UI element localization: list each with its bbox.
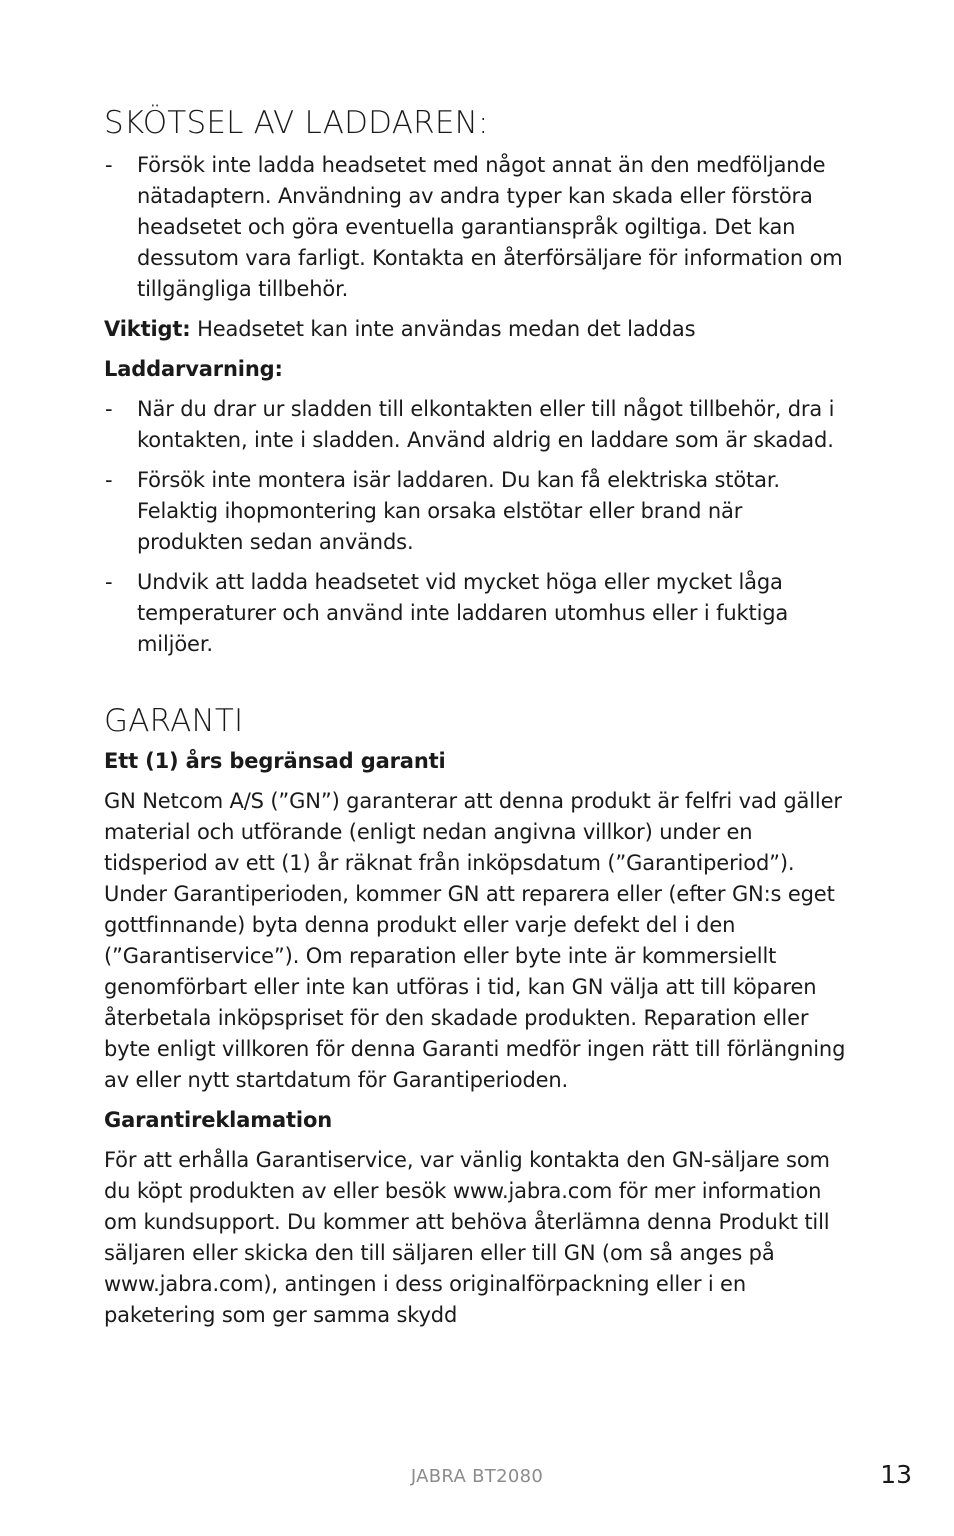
- important-label: Viktigt:: [104, 317, 191, 341]
- warranty-claim-paragraph: För att erhålla Garantiservice, var vänlig kontakta den GN-säljare som du köpt produkten av eller besök www.jabra.com för mer information om kundsupport. Du kommer att behöva återlämna denna Produkt till säljaren eller skicka den till säljaren eller till GN (om så anges på www.jabra.com), antingen i dess originalförpackning eller i en paketering som ger samma skydd: [104, 1148, 830, 1327]
- manual-page: [104, 104, 854, 1340]
- dash-bullet: -: [105, 570, 113, 594]
- list-item: [104, 394, 854, 456]
- section-heading-charger-care: SKÖTSEL AV LADDAREN:: [104, 105, 489, 141]
- list-item: [104, 465, 854, 558]
- list-item-text: Försök inte montera isär laddaren. Du kan få elektriska stötar. Felaktig ihopmontering kan orsaka elstötar eller brand när produkten sedan används.: [137, 468, 780, 554]
- warranty-subtitle: Ett (1) års begränsad garanti: [104, 749, 446, 773]
- warranty-claim-heading: Garantireklamation: [104, 1108, 333, 1132]
- list-item-text: Undvik att ladda headsetet vid mycket höga eller mycket låga temperaturer och använd inte laddaren utomhus eller i fuktiga miljöer.: [137, 570, 789, 656]
- dash-bullet: -: [105, 468, 113, 492]
- list-item-text: Försök inte ladda headsetet med något annat än den medföljande nätadaptern. Användning av andra typer kan skada eller förstöra headsetet och göra eventuella garantianspråk ogiltiga. Det kan dessutom vara farligt. Kontakta en återförsäljare för information om tillgängliga tillbehör.: [137, 153, 843, 301]
- warranty-paragraph: GN Netcom A/S (”GN”) garanterar att denna produkt är felfri vad gäller material och utförande (enligt nedan angivna villkor) under en tidsperiod av ett (1) år räknat från inköpsdatum (”Garantiperiod”). Under Garantiperioden, kommer GN att reparera eller (efter GN:s eget gottfinnande) byta denna produkt eller varje defekt del i den (”Garantiservice”). Om reparation eller byte inte är kommersiellt genomförbart eller inte kan utföras i tid, kan GN välja att till köparen återbetala inköpspriset för den skadade produkten. Reparation eller byte enligt villkoren för denna Garanti medför ingen rätt till förlängning av eller nytt startdatum för Garantiperioden.: [104, 789, 846, 1092]
- list-item-text: När du drar ur sladden till elkontakten eller till något tillbehör, dra i kontakten, inte i sladden. Använd aldrig en laddare som är skadad.: [137, 397, 835, 452]
- important-note: [104, 314, 854, 345]
- list-item: [104, 150, 854, 305]
- dash-bullet: -: [105, 397, 113, 421]
- page-number: 13: [880, 1460, 912, 1489]
- dash-bullet: -: [105, 153, 113, 177]
- charger-warning-list: [104, 394, 854, 660]
- footer-brand: JABRA BT2080: [410, 1466, 544, 1487]
- important-text: Headsetet kan inte användas medan det laddas: [190, 317, 696, 341]
- list-item: [104, 567, 854, 660]
- section-heading-warranty: GARANTI: [104, 703, 244, 739]
- charger-care-list: [104, 150, 854, 305]
- charger-warning-heading: Laddarvarning:: [104, 357, 283, 381]
